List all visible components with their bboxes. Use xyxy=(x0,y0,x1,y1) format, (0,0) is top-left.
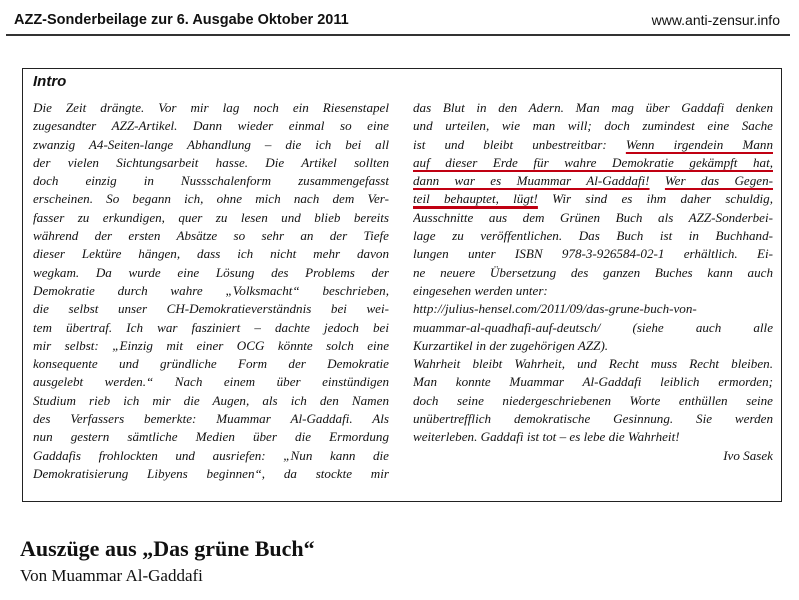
highlighted-phrase: Wenn irgendein Mann xyxy=(625,136,773,152)
intro-line: mir selbst: „Einzig mit einer OCG könnte solch eine xyxy=(33,337,389,353)
intro-line: konsequente und gründliche Form der Demokratie xyxy=(33,356,389,372)
intro-line: während der ersten Absätze so sehr an der Tiefe xyxy=(33,228,389,244)
highlighted-phrase: Wer das Gegen- xyxy=(664,173,773,189)
intro-line: Kurzartikel in der zugehörigen AZZ). xyxy=(413,337,609,353)
intro-phrase: ist und bleibt unbestreitbar: xyxy=(413,136,607,152)
intro-line: Demokratie durch wahre „Volksmacht“ beschrieben, xyxy=(33,282,389,298)
intro-line: Gaddafis frohlockten und ausriefen: „Nun kann die xyxy=(33,447,389,463)
intro-line: lungen unter ISBN 978-3-926584-02-1 erhältlich. Ei- xyxy=(413,246,773,262)
intro-line: erscheinen. So begann ich, ohne mich nach dem Ver- xyxy=(33,191,389,207)
intro-link-line: http://julius-hensel.com/2011/09/das-grune-buch-von- xyxy=(413,301,697,317)
intro-right-column xyxy=(413,99,773,465)
intro-link-line: muammar-al-quadhafi-auf-deutsch/ (siehe auch alle xyxy=(413,319,773,335)
intro-line: die selbst unser CH-Demokratieverständnis bei wei- xyxy=(33,301,389,317)
intro-line: Man konnte Muammar Al-Gaddafi leiblich ermorden; xyxy=(413,374,773,390)
intro-line-underlined xyxy=(413,172,773,190)
intro-line: Ausschnitte aus dem Grünen Buch als AZZ-Sonderbei- xyxy=(413,209,773,225)
intro-line: doch einzig in Nussschalenform zusammengefasst xyxy=(33,173,389,189)
intro-line: und urteilen, wie man will; doch zumindest eine Sache xyxy=(413,118,773,134)
highlighted-phrase: dann war es Muammar Al-Gaddafi! xyxy=(413,173,650,189)
document-title: Auszüge aus „Das grüne Buch“ xyxy=(20,536,315,561)
intro-line-underlined xyxy=(413,190,773,208)
header-issue-title: AZZ-Sonderbeilage zur 6. Ausgabe Oktober 2011 xyxy=(14,12,349,28)
intro-line: weiterleben. Gaddafi ist tot – es lebe die Wahrheit! xyxy=(413,429,680,445)
intro-line: der vielen Sichtungsarbeit hasse. Die Artikel sollten xyxy=(33,154,389,170)
intro-line: zugesandter AZZ-Artikel. Dann wieder einmal so eine xyxy=(33,118,389,134)
header-website-link[interactable]: www.anti-zensur.info xyxy=(651,12,780,28)
intro-line: zwanzig A4-Seiten-lange Abhandlung – die ich bei all xyxy=(33,136,389,152)
highlighted-phrase: teil behauptet, lügt! xyxy=(413,191,538,207)
intro-box xyxy=(22,68,782,502)
document-author: Von Muammar Al-Gaddafi xyxy=(20,566,203,585)
intro-line: doch seine niedergeschriebenen Worte enthüllen seine xyxy=(413,392,773,408)
intro-line: ne neuere Übersetzung des ganzen Buches kann auch xyxy=(413,264,773,280)
intro-line: Wahrheit bleibt Wahrheit, und Recht muss Recht bleiben. xyxy=(413,356,773,372)
intro-line: Die Zeit drängte. Vor mir lag noch ein Riesenstapel xyxy=(33,100,389,115)
intro-line: Studium rieb ich mir die Augen, als ich den Namen xyxy=(33,392,389,408)
highlighted-phrase: auf dieser Erde für wahre Demokratie gekämpft hat, xyxy=(413,154,773,170)
intro-line: ausgelebt werden.“ Nach einem über einstündigen xyxy=(33,374,389,390)
intro-line: eingesehen werden unter: xyxy=(413,282,548,298)
intro-phrase: Wir sind es ihm daher schuldig, xyxy=(552,191,773,207)
intro-line: Demokratisierung Libyens beginnen“, da stockte mir xyxy=(33,465,389,481)
intro-left-column xyxy=(33,99,389,483)
intro-line: tem übertraf. Ich war fasziniert – dachte jedoch bei xyxy=(33,319,389,335)
intro-line: nun gestern sämtliche Medien über die Ermordung xyxy=(33,429,389,445)
intro-title: Intro xyxy=(33,73,67,90)
author-signature: Ivo Sasek xyxy=(723,447,773,463)
intro-line: lage zu veröffentlichen. Das Buch ist in Buchhand- xyxy=(413,228,773,244)
intro-line: fasser zu erkundigen, quer zu lesen und blieb bereits xyxy=(33,209,389,225)
intro-line-underlined xyxy=(413,136,773,154)
intro-line: dieser Lektüre hängen, dass ich nicht mehr davon xyxy=(33,246,389,262)
intro-line-underlined xyxy=(413,154,773,172)
intro-line: des Verfassers bemerkte: Muammar Al-Gaddafi. Als xyxy=(33,411,389,427)
intro-line: das Blut in den Adern. Man mag über Gaddafi denken xyxy=(413,100,773,115)
intro-line: wegkam. Da wurde eine Lösung des Problems der xyxy=(33,264,389,280)
intro-line: unübertrefflich demokratische Gesinnung. Sie werden xyxy=(413,411,773,427)
page-header xyxy=(6,6,790,36)
